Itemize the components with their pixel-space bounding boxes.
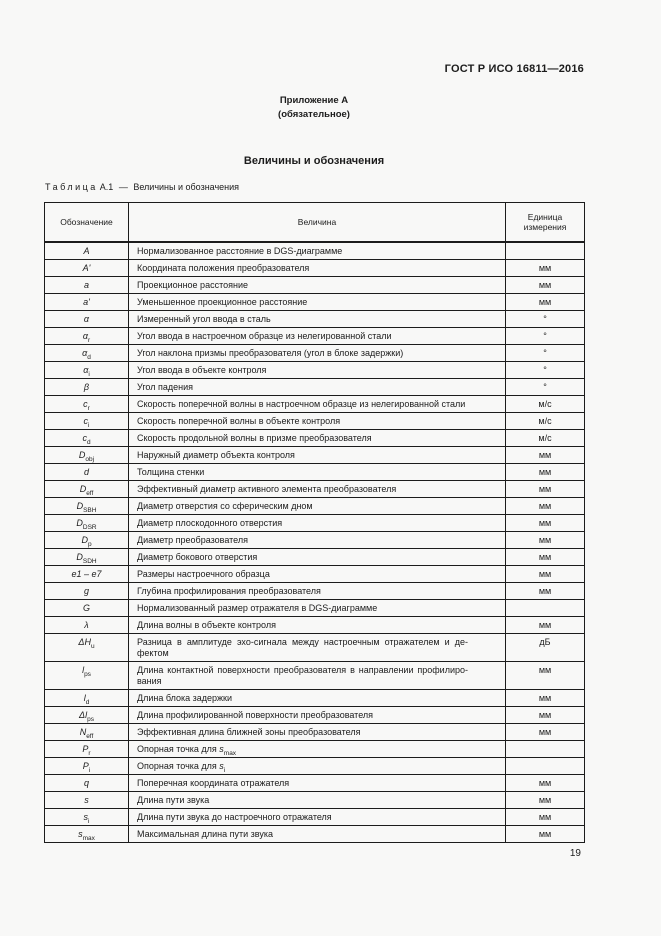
unit-cell: мм	[506, 481, 585, 498]
symbol-cell: β	[45, 379, 129, 396]
table-row	[45, 826, 585, 843]
quantity-cell: Длина профилированной поверхности преобразователя	[129, 707, 506, 724]
unit-cell	[506, 741, 585, 758]
table-row	[45, 242, 585, 260]
table-row	[45, 775, 585, 792]
appendix-title: Приложение А	[279, 95, 349, 106]
quantity-cell: Эффективная длина ближней зоны преобразователя	[129, 724, 506, 741]
table-row	[45, 464, 585, 481]
table-row	[45, 758, 585, 775]
document-page	[44, 0, 584, 936]
unit-cell: мм	[506, 498, 585, 515]
symbol-cell: $D_p$	[45, 532, 129, 549]
quantity-cell: Глубина профилирования преобразователя	[129, 583, 506, 600]
symbol-cell: $c_r$	[45, 396, 129, 413]
symbol-cell: $\alpha_i$	[45, 362, 129, 379]
symbol-cell: $l_{ps}$	[45, 662, 129, 690]
unit-cell: °	[506, 362, 585, 379]
symbol-cell: α	[45, 311, 129, 328]
symbol-cell: a	[45, 277, 129, 294]
unit-cell: °	[506, 328, 585, 345]
quantity-cell: Разница в амплитуде эхо-сигнала между настроечным отражателем и дефектом	[129, 634, 506, 662]
col-header-symbol: Обозначение	[45, 203, 129, 243]
unit-cell: мм	[506, 826, 585, 843]
table-row	[45, 662, 585, 690]
quantity-cell: Длина пути звука	[129, 792, 506, 809]
unit-cell: мм	[506, 464, 585, 481]
symbol-cell: A	[45, 242, 129, 260]
symbol-cell: $c_d$	[45, 430, 129, 447]
unit-cell: мм	[506, 277, 585, 294]
unit-cell: мм	[506, 707, 585, 724]
table-caption-text: Величины и обозначения	[133, 182, 240, 192]
quantity-cell: Диаметр преобразователя	[129, 532, 506, 549]
unit-cell: мм	[506, 662, 585, 690]
table-row	[45, 634, 585, 662]
symbol-cell: g	[45, 583, 129, 600]
unit-cell: мм	[506, 792, 585, 809]
unit-cell: мм	[506, 617, 585, 634]
quantity-cell: Толщина стенки	[129, 464, 506, 481]
quantity-cell: Скорость поперечной волны в объекте контроля	[129, 413, 506, 430]
symbol-cell: $P_i$	[45, 758, 129, 775]
quantity-cell: Скорость продольной волны в призме преобразователя	[129, 430, 506, 447]
unit-cell: мм	[506, 447, 585, 464]
symbol-cell: d	[45, 464, 129, 481]
quantity-cell: Размеры настроечного образца	[129, 566, 506, 583]
symbol-cell: A'	[45, 260, 129, 277]
unit-cell: °	[506, 379, 585, 396]
appendix-subtitle: (обязательное)	[278, 109, 350, 120]
table-row	[45, 549, 585, 566]
unit-cell: °	[506, 311, 585, 328]
symbol-cell: $D_{SBH}$	[45, 498, 129, 515]
table-caption	[45, 182, 239, 192]
quantity-cell: Длина контактной поверхности преобразователя в направлении профилирования	[129, 662, 506, 690]
quantity-cell: Опорная точка для $s_i$	[129, 758, 506, 775]
unit-cell: мм	[506, 532, 585, 549]
table-row	[45, 294, 585, 311]
unit-cell: мм	[506, 775, 585, 792]
table-caption-number: А.1	[99, 182, 114, 192]
quantity-cell: Диаметр бокового отверстия	[129, 549, 506, 566]
unit-cell: мм	[506, 724, 585, 741]
section-title: Величины и обозначения	[243, 155, 385, 167]
symbol-cell: e1 – e7	[45, 566, 129, 583]
quantity-cell: Длина пути звука до настроечного отражателя	[129, 809, 506, 826]
quantity-cell: Диаметр отверстия со сферическим дном	[129, 498, 506, 515]
quantities-table	[44, 202, 585, 843]
table-row	[45, 724, 585, 741]
quantity-cell: Угол ввода в объекте контроля	[129, 362, 506, 379]
table-row	[45, 362, 585, 379]
quantity-cell: Поперечная координата отражателя	[129, 775, 506, 792]
table-row	[45, 447, 585, 464]
table-row	[45, 532, 585, 549]
table-row	[45, 809, 585, 826]
symbol-cell: a'	[45, 294, 129, 311]
quantity-cell: Угол падения	[129, 379, 506, 396]
table-row	[45, 260, 585, 277]
symbol-cell: $N_{eff}$	[45, 724, 129, 741]
unit-cell: мм	[506, 583, 585, 600]
table-row	[45, 515, 585, 532]
symbol-cell: $D_{DSR}$	[45, 515, 129, 532]
symbol-cell: G	[45, 600, 129, 617]
symbol-cell: $s_i$	[45, 809, 129, 826]
table-row	[45, 707, 585, 724]
quantity-cell: Длина блока задержки	[129, 690, 506, 707]
table-row	[45, 617, 585, 634]
unit-cell: °	[506, 345, 585, 362]
symbol-cell: $s_{max}$	[45, 826, 129, 843]
table-row	[45, 498, 585, 515]
symbol-cell: $l_d$	[45, 690, 129, 707]
quantity-cell: Эффективный диаметр активного элемента преобразователя	[129, 481, 506, 498]
quantity-cell: Угол наклона призмы преобразователя (угол в блоке задержки)	[129, 345, 506, 362]
table-row	[45, 600, 585, 617]
quantity-cell: Наружный диаметр объекта контроля	[129, 447, 506, 464]
quantity-cell: Диаметр плоскодонного отверстия	[129, 515, 506, 532]
quantity-cell: Уменьшенное проекционное расстояние	[129, 294, 506, 311]
quantity-cell: Нормализованное расстояние в DGS-диаграмме	[129, 242, 506, 260]
symbol-cell: $\Delta H_u$	[45, 634, 129, 662]
unit-cell: м/с	[506, 413, 585, 430]
table-caption-word: Таблица	[45, 182, 98, 192]
unit-cell	[506, 242, 585, 260]
table-row	[45, 277, 585, 294]
col-header-quantity: Величина	[129, 203, 506, 243]
page-number: 19	[569, 848, 581, 859]
table-caption-dash: —	[118, 182, 128, 192]
doc-code: ГОСТ Р ИСО 16811—2016	[444, 63, 584, 75]
unit-cell	[506, 758, 585, 775]
symbol-cell: λ	[45, 617, 129, 634]
quantity-cell: Измеренный угол ввода в сталь	[129, 311, 506, 328]
symbol-cell: $P_r$	[45, 741, 129, 758]
table-row	[45, 396, 585, 413]
quantity-cell: Проекционное расстояние	[129, 277, 506, 294]
symbol-cell: $D_{obj}$	[45, 447, 129, 464]
table-row	[45, 379, 585, 396]
unit-cell: мм	[506, 809, 585, 826]
quantity-cell: Опорная точка для $s_{max}$	[129, 741, 506, 758]
symbol-cell: $D_{eff}$	[45, 481, 129, 498]
unit-cell	[506, 600, 585, 617]
table-row	[45, 690, 585, 707]
table-row	[45, 311, 585, 328]
symbol-cell: q	[45, 775, 129, 792]
table-row	[45, 481, 585, 498]
table-row	[45, 566, 585, 583]
quantity-cell: Угол ввода в настроечном образце из нелегированной стали	[129, 328, 506, 345]
symbol-cell: $D_{SDH}$	[45, 549, 129, 566]
symbol-cell: $c_i$	[45, 413, 129, 430]
table-row	[45, 345, 585, 362]
table-row	[45, 583, 585, 600]
symbol-cell: $\alpha_d$	[45, 345, 129, 362]
unit-cell: мм	[506, 515, 585, 532]
symbol-cell: $\alpha_r$	[45, 328, 129, 345]
unit-cell: дБ	[506, 634, 585, 662]
table-row	[45, 413, 585, 430]
unit-cell: мм	[506, 294, 585, 311]
quantity-cell: Максимальная длина пути звука	[129, 826, 506, 843]
quantity-cell: Длина волны в объекте контроля	[129, 617, 506, 634]
table-row	[45, 792, 585, 809]
quantity-cell: Нормализованный размер отражателя в DGS-диаграмме	[129, 600, 506, 617]
unit-cell: мм	[506, 549, 585, 566]
table-row	[45, 328, 585, 345]
unit-cell: мм	[506, 260, 585, 277]
col-header-unit: Единица измерения	[506, 203, 585, 243]
quantity-cell: Координата положения преобразователя	[129, 260, 506, 277]
table-header-row	[45, 203, 585, 243]
table-row	[45, 430, 585, 447]
table-row	[45, 741, 585, 758]
unit-cell: м/с	[506, 430, 585, 447]
unit-cell: м/с	[506, 396, 585, 413]
quantity-cell: Скорость поперечной волны в настроечном образце из нелегированной стали	[129, 396, 506, 413]
unit-cell: мм	[506, 690, 585, 707]
symbol-cell: s	[45, 792, 129, 809]
symbol-cell: $\Delta l_{ps}$	[45, 707, 129, 724]
unit-cell: мм	[506, 566, 585, 583]
